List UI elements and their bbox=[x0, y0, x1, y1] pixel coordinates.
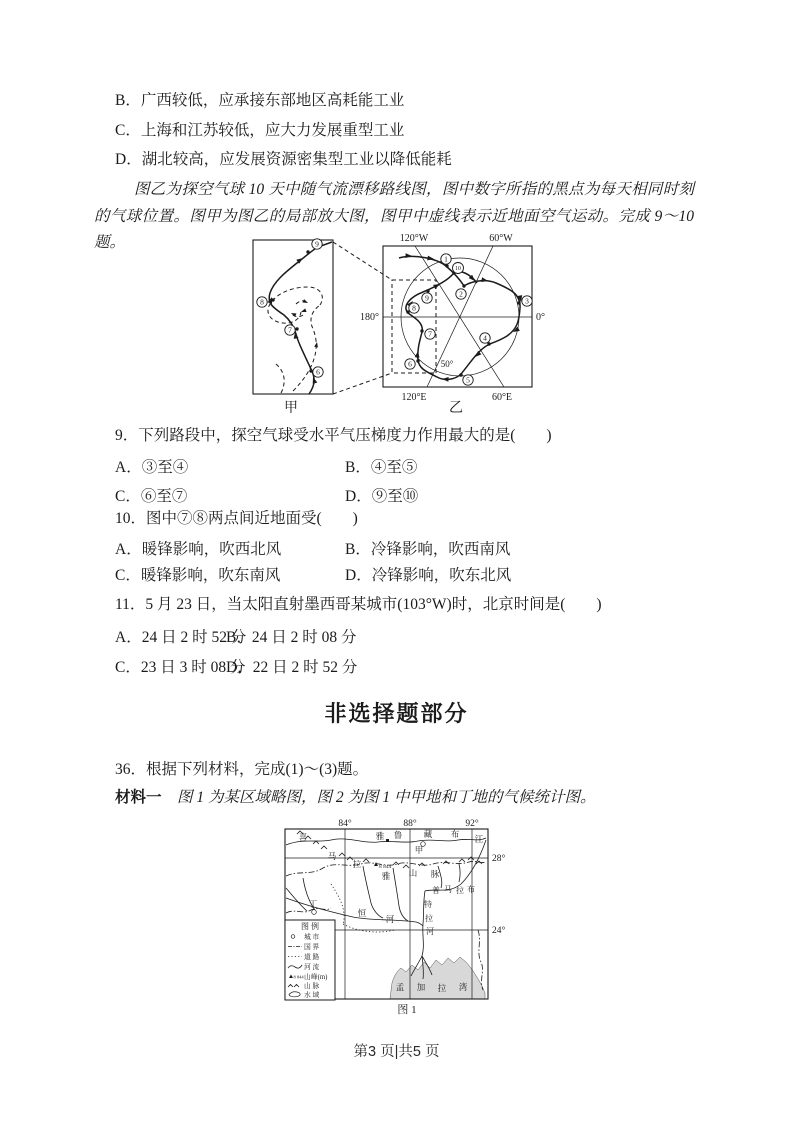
himalaya-char: 雅 bbox=[381, 871, 391, 881]
ganges-char: 恒 bbox=[357, 908, 367, 918]
yi-point-3: 3 bbox=[525, 296, 529, 306]
q10-option-b: B．冷锋影响，吹西南风 bbox=[345, 541, 511, 558]
peak-elevation: 8 844 bbox=[379, 864, 392, 870]
lat-24: 24° bbox=[492, 926, 506, 936]
brahmaputra-char: 河 bbox=[426, 927, 434, 936]
jia-point-7: 7 bbox=[288, 325, 292, 335]
label-0: 0° bbox=[536, 312, 545, 323]
option-line-d: D．湖北较高，应发展资源密集型工业以降低能耗 bbox=[115, 151, 452, 168]
label-50lat: 50° bbox=[440, 359, 454, 369]
himalaya-char: 马 bbox=[327, 851, 337, 861]
caption-yi: 乙 bbox=[449, 401, 463, 416]
legend-title: 图 例 bbox=[301, 922, 319, 931]
brahmaputra-char: 马 bbox=[444, 885, 452, 894]
legend-river-label: 河 流 bbox=[304, 964, 320, 971]
map-legend bbox=[285, 920, 335, 1000]
himalaya-char: 脉 bbox=[430, 869, 440, 879]
yi-point-8: 8 bbox=[412, 303, 416, 313]
ganges-char: 河 bbox=[385, 914, 395, 924]
q9-option-c: C．⑥至⑦ bbox=[115, 488, 188, 505]
material-label: 材料一 bbox=[115, 789, 162, 806]
q36-material-line bbox=[115, 789, 596, 807]
legend-peak-value: 8 844 bbox=[293, 974, 304, 980]
intro-paragraph: 图乙为探空气球 10 天中随气流漂移路线图，图中数字所指的黑点为每天相同时刻的气球位置。图甲为图乙的局部放大图，图甲中虚线表示近地面空气运动。完成 9～10 题。 bbox=[94, 181, 694, 251]
label-180: 180° bbox=[360, 312, 379, 323]
brahmaputra-char: 布 bbox=[467, 885, 475, 894]
bay-char: 拉 bbox=[437, 983, 447, 993]
region-map-figure bbox=[273, 818, 523, 1018]
page-footer: 第3 页|共5 页 bbox=[353, 1044, 440, 1060]
city-ding-label: 丁 bbox=[308, 899, 318, 909]
yi-point-9: 9 bbox=[425, 293, 429, 303]
jia-dashed-air-3 bbox=[268, 287, 322, 323]
label-60e: 60°E bbox=[491, 392, 513, 403]
legend-range-label: 山 脉 bbox=[304, 983, 320, 990]
lon-92: 92° bbox=[465, 819, 479, 829]
yi-point-2: 2 bbox=[459, 289, 463, 299]
q9-option-b: B．④至⑤ bbox=[345, 459, 418, 476]
jia-point-6: 6 bbox=[316, 367, 320, 377]
yarlung-char: 藏 bbox=[423, 829, 433, 839]
jia-dashed-air-1 bbox=[276, 364, 284, 393]
brahmaputra-char: 拉 bbox=[456, 886, 464, 895]
q11-stem: 11．5 月 23 日，当太阳直射墨西哥某城市(103°W)时，北京时间是( ) bbox=[115, 596, 602, 613]
jia-point-8: 8 bbox=[260, 297, 264, 307]
q36-stem: 36．根据下列材料，完成(1)～(3)题。 bbox=[115, 761, 369, 778]
option-line-c: C．上海和江苏较低，应大力发展重型工业 bbox=[115, 122, 405, 139]
label-120w: 120°W bbox=[399, 233, 429, 244]
yi-point-6: 6 bbox=[408, 359, 412, 369]
q10-stem: 10．图中⑦⑧两点间近地面受( ) bbox=[115, 510, 358, 527]
yi-point-1: 1 bbox=[444, 254, 448, 264]
yarlung-char: 江 bbox=[474, 834, 484, 844]
yarlung-char: 雅 bbox=[375, 831, 385, 841]
city-square-marker bbox=[386, 839, 389, 842]
q10-option-a: A．暖锋影响，吹西北风 bbox=[115, 541, 282, 558]
material-text: 图 1 为某区域略图，图 2 为图 1 中甲地和丁地的气候统计图。 bbox=[177, 789, 596, 806]
bay-char: 加 bbox=[416, 982, 426, 992]
q11-option-a: A．24 日 2 时 52 分 bbox=[115, 629, 247, 646]
brahmaputra-river-line bbox=[422, 840, 486, 956]
q11-option-b: B．24 日 2 时 08 分 bbox=[226, 629, 357, 646]
himalaya-char: 山 bbox=[408, 868, 418, 878]
legend-city-icon bbox=[291, 935, 295, 939]
map-caption: 图 1 bbox=[397, 1004, 417, 1016]
legend-border-label: 国 界 bbox=[304, 944, 320, 951]
yi-point-7: 7 bbox=[428, 329, 432, 339]
jia-dashed-air-2 bbox=[293, 305, 320, 391]
city-ding-marker bbox=[312, 910, 317, 915]
legend-city-label: 城 市 bbox=[304, 934, 320, 941]
brahmaputra-char: 普 bbox=[432, 886, 440, 895]
lon-88: 88° bbox=[403, 819, 417, 829]
yi-point-5: 5 bbox=[466, 375, 470, 385]
q11-option-c: C．23 日 3 时 08 分 bbox=[115, 659, 246, 676]
bay-char: 孟 bbox=[395, 982, 405, 992]
bay-char: 湾 bbox=[458, 982, 468, 992]
jia-point-9: 9 bbox=[315, 239, 319, 249]
yi-point-4: 4 bbox=[483, 333, 487, 343]
himalaya-char: 拉 bbox=[352, 859, 362, 869]
legend-peak-label: 山峰(m) bbox=[304, 974, 328, 981]
balloon-drift-figure bbox=[0, 230, 793, 420]
q9-option-a: A．③至④ bbox=[115, 459, 189, 476]
caption-jia: 甲 bbox=[284, 401, 298, 416]
brahmaputra-char: 拉 bbox=[425, 914, 433, 923]
lon-84: 84° bbox=[338, 819, 352, 829]
q10-option-c: C．暖锋影响，吹东南风 bbox=[115, 567, 281, 584]
yi-point-10: 10 bbox=[455, 266, 461, 273]
q9-option-d: D．⑨至⑩ bbox=[345, 488, 419, 505]
yarlung-char: 布 bbox=[450, 829, 460, 839]
q9-stem: 9．下列路段中，探空气球受水平气压梯度力作用最大的是( ) bbox=[115, 427, 552, 444]
legend-road-label: 道 路 bbox=[304, 954, 320, 961]
himalaya-char: 喜 bbox=[298, 832, 308, 842]
yarlung-char: 鲁 bbox=[393, 830, 403, 840]
brahmaputra-char: 特 bbox=[424, 900, 432, 909]
label-60w: 60°W bbox=[489, 233, 513, 244]
q10-option-d: D．冷锋影响，吹东北风 bbox=[345, 567, 512, 584]
option-line-b: B．广西较低，应承接东部地区高耗能工业 bbox=[115, 92, 405, 109]
section-header: 非选择题部分 bbox=[324, 701, 469, 726]
q11-option-d: D．22 日 2 时 52 分 bbox=[226, 659, 358, 676]
lat-28: 28° bbox=[492, 854, 506, 864]
legend-water-label: 水 域 bbox=[304, 992, 320, 999]
city-jia-label: 甲 bbox=[414, 845, 424, 855]
label-120e: 120°E bbox=[401, 392, 427, 403]
